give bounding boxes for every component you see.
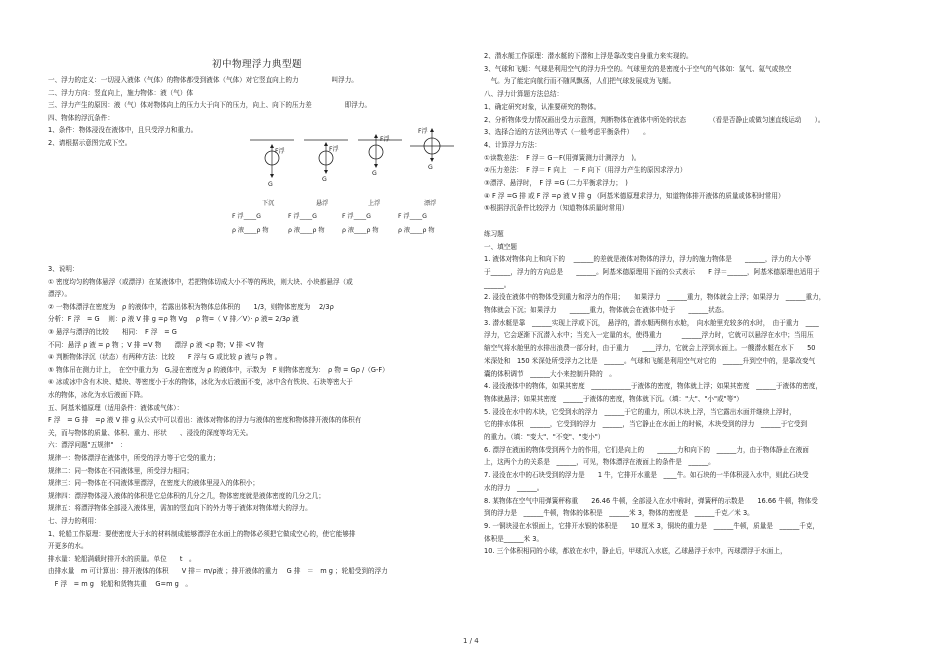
page-title: 初中物理浮力典型题 [212,59,303,70]
right-text-line: 3. 潜水艇是靠 ______实现上浮或下沉， 悬浮的，潜水艇两侧有水舱， 向水舱里充较多的水时， 由于重力 ____ [484,318,819,327]
left-text-line: 二、浮力方向：竖直向上，施力物体：液（气）体 [48,88,194,97]
right-text-line: 到的浮力是 ______牛顿，物体的体积是 ______米 3，物体的密度是 ______千克／米 3。 [484,509,754,518]
right-text-line: 3、选择合适的方法列出等式（一般考虑平衡条件） 。 [484,128,650,137]
left-text-line: 水的物体，冰化为水后液面下降。 [48,391,147,399]
float-force-down-label: G [428,164,433,171]
left-text-line: 由排水量 m 可计算出：排开液体的体积 V 排＝ m/ρ液 ；排开液体的重力 G 排 ＝ m g ；轮船受到的浮力 [48,567,388,576]
right-text-line: 6. 漂浮在液面的物体受到两个力的作用，它们是向上的 ______力和向下的 ______力，由于物体静止在液面 [484,445,809,454]
suspend-force-down-label: G [322,176,327,183]
rise-force-up-label: F浮 [380,136,390,143]
left-text-line: 1、轮船工作原理：要使密度大于水的材料制成能够漂浮在水面上的物体必须把它做成空心的，使它能够排 [48,529,356,538]
right-text-line: 一、填空题 [484,242,517,251]
right-text-line: 5. 浸没在水中的木块，它受到水的浮力 ______于它的重力，所以木块上浮，当它露出水面并继续上浮时， [484,407,796,416]
right-text-line: 8. 某物体在空气中用弹簧秤称重 26.46 牛顿，全部浸入在水中称时，弹簧秤的示数是 16.66 牛顿，物体受 [484,496,818,505]
right-text-line: 体积是______米 3。 [484,534,544,543]
force-compare-4: F 浮____G [398,213,427,220]
right-text-line: 气。为了能定向航行而不随风飘荡，人们把气球发展成为飞艇。 [484,77,676,86]
right-text-line: 囊的体积调节 ______大小来控制升降的 。 [484,369,616,378]
right-text-line: ______。 [484,280,511,289]
right-text-line: 八、浮力计算题方法总结： [484,90,564,99]
left-text-line: 规律一：物体漂浮在液体中，所受的浮力等于它受的重力； [48,454,220,462]
state-label-suspend: 悬浮 [316,200,329,207]
state-label-sink: 下沉 [262,200,275,207]
right-text-line: 4、计算浮力方法： [484,140,541,149]
state-label-float: 漂浮 [424,200,437,207]
left-text-line: 一、浮力的定义：一切浸入液体（气体）的物体都受到液体（气体）对它竖直向上的力 叫浮力。 [48,76,358,84]
right-text-line: 缩空气将水舱里的水排出浪费一部分时，由于重力 ____浮力，它就会上浮到水面上。一艘潜水艇在水下 50 [484,344,816,353]
left-text-line: 四、物体的浮沉条件： [48,113,114,122]
left-text-line: 2、请根据示意图完成下空。 [48,139,132,147]
float-force-up-label: F浮 [418,128,428,135]
rise-force-down-label: G [372,170,377,177]
state-label-rise: 上浮 [368,200,381,207]
right-text-line: 1. 液体对物体向上和向下的 ______的差就是液体对物体的浮力，浮力的施力物体是 ______，浮力的大小等 [484,255,811,264]
density-compare-2: ρ 液____ρ 物 [288,227,325,234]
right-text-line: 2、潜水艇工作原理：潜水艇的下潜和上浮是靠改变自身重力来实现的。 [484,52,693,60]
left-text-line: 七、浮力的利用： [48,517,101,525]
density-compare-4: ρ 液____ρ 物 [398,227,435,234]
force-compare-2: F 浮____G [288,213,317,220]
right-text-line: 10. 三个体积相同的小球，都放在水中，静止后，甲球沉入水底，乙球悬浮于水中，丙球漂浮于水面上， [484,547,787,556]
right-text-line: 练习题 [484,229,504,238]
left-text-line: ④ 判断物体浮沉（状态）有两种方法：比较 F 浮与 G 或比较 ρ 液与 ρ 物 。 [48,353,282,362]
left-text-line: 分析：F 浮 = G 则：ρ 液 V 排 g =ρ 物 Vg ρ 物=（ V 排／V）· ρ 液= 2/3ρ 液 [48,315,299,324]
left-text-line: 规律五：将漂浮物体全部浸入液体里，需加的竖直向下的外力等于液体对物体增大的浮力。 [48,504,312,513]
density-compare-1: ρ 液____ρ 物 [232,227,269,234]
right-text-line: 物体就会下沉；如果浮力 ______重力，物体就会在液体中处于 ______状态。 [484,306,728,314]
left-text-line: ③ 悬浮与漂浮的比较 相同： F 浮 = G [48,328,177,336]
left-text-line: 规律四：漂浮物体浸入液体的体积是它总体积的几分之几，物体密度就是液体密度的几分之几； [48,491,325,500]
right-text-line: 9. 一铜块浸在水银面上，它排开水银的体积是 10 厘米 3，铜块的重力是 ______牛顿，质量是 ______千克， [484,521,820,530]
right-text-line: ③漂浮、悬浮时， F 浮 =G (二力平衡求浮力； ) [484,179,628,187]
left-text-line: 3、说明： [48,265,79,273]
right-text-line: 的重力。（填："变大"、"不变"、"变小"） [484,433,605,441]
right-text-line: 米深处和 150 米深处所受浮力之比是 ______。气球和飞艇是利用空气对它的 ______升到空中的，是靠改变气 [484,356,816,365]
left-text-line: 关，而与物体的质量、体积、重力、形状 、浸没的深度等均无关。 [48,428,253,437]
right-text-line: 7. 浸没在水中的石块受到的浮力是 1 牛，它排开水重是 ____牛。如石块的一半体积浸入水中，则此石块受 [484,471,809,480]
right-text-line: ⑤根据浮沉条件比较浮力（知道物体质量时常用） [484,204,629,213]
left-text-line: ⑤ 物体吊在测力计上， 在空中重力为 G,浸在密度为 ρ 的液体中，示数为 F 则物体密度为： ρ 物 = Gρ /（G-F） [48,365,389,374]
sink-force-down-label: G [268,181,273,188]
right-text-line: 2. 浸没在液体中的物体受到重力和浮力的作用； 如果浮力 ______重力，物体就会上浮；如果浮力 ______重力， [484,293,826,302]
right-text-line: ②压力差法： F 浮＝ F 向上 － F 向下（用浮力产生的原因求浮力） [484,166,687,175]
float-figure [410,128,454,162]
right-text-line: 物体就悬浮；如果其密度 ______于液体的密度，物体就下沉。（填："大"、"小"或"等"） [484,394,743,403]
left-text-line: F 浮 = m g 轮船和货物共重 G=m g 。 [48,580,192,588]
right-text-line: 浮力，它会逐渐下沉潜入水中；当充入一定量的水，使得重力 ______浮力时，它就可以悬浮在水中；当用压 [484,331,814,340]
right-text-line: 4. 浸没液体中的物体，如果其密度 ____________于液体的密度，物体就上浮；如果其密度 ______于液体的密度， [484,382,823,391]
left-text-line: ① 密度均匀的物体悬浮（或漂浮）在某液体中，若把物体切成大小不等的两块，则大块、小块都悬浮（或 [48,277,353,286]
right-text-line: 于______，浮力的方向总是 ______。阿基米德原理用下面的公式表示 F 浮＝______，阿基米德原理也适用于 [484,267,820,276]
left-text-line: 三、浮力产生的原因：液（气）体对物体向上的压力大于向下的压力，向上、向下的压力差 即浮力。 [48,101,372,110]
force-compare-3: F 浮____G [342,213,371,220]
left-text-line: 排水量：轮船满载时排开水的质量。单位 t 。 [48,554,196,563]
right-text-line: 上，这两个力的关系是 ______，可见，物体漂浮在液面上的条件是 ______。 [484,458,715,467]
left-text-line: ⑥ 冰或冰中含有木块、蜡块、等密度小于水的物体，冰化为水后液面不变，冰中含有铁块、石块等密大于 [48,378,353,387]
left-text-line: 漂浮）。 [48,290,72,299]
density-compare-3: ρ 液____ρ 物 [342,227,379,234]
right-text-line: ④ F 浮 =G 排 或 F 浮 =ρ 液 V 排 g （阿基米德原理求浮力，知道物体排开液体的质量或体积时常用） [484,191,785,200]
right-text-line: 2、分析物体受力情况画出受力示意图，判断物体在液体中所处的状态 （看是否静止或做匀速直线运动 ）。 [484,115,825,124]
left-text-line: 不同：悬浮 ρ 液 = ρ 物 ；V 排 =V 物 漂浮 ρ 液 <ρ 物；V 排 <V 物 [48,340,264,349]
suspend-figure [304,140,348,174]
left-text-line: 规律二：同一物体在不同液体里，所受浮力相同； [48,466,194,475]
page-number: 1 / 4 [463,637,479,645]
right-text-line: 1、确定研究对象，认准要研究的物体。 [484,102,601,111]
left-text-line: 五、阿基米德原理（适用条件：液体或气体）： [48,403,184,412]
sink-force-up-label: F浮 [275,148,285,155]
sink-figure [250,140,294,178]
left-text-line: ② 一物体漂浮在密度为 ρ 的液体中，若露出体积为物体总体积的 1/3，则物体密度为 2/3ρ [48,302,334,311]
left-text-line: 1、条件：物体浸没在液体中，且只受浮力和重力。 [48,126,198,135]
left-text-line: F 浮 = G 排 =ρ 液 V 排 g 从公式中可以看出：液体对物体的浮力与液体的密度和物体排开液体的体积有 [48,416,362,425]
force-compare-1: F 浮____G [232,213,261,220]
left-text-line: 六：漂浮问题"五规律" ： [48,441,127,450]
right-text-line: 它的排水体积 ______，它受到的浮力 ______，当它静止在水面上的时候，木块受到的浮力 ______于它受到 [484,420,808,429]
right-text-line: 3、气球和飞艇：气球是利用空气的浮力升空的。气球里充的是密度小于空气的气体如：氢气、氦气或热空 [484,64,792,73]
left-text-line: 规律三：同一物体在不同液体里漂浮，在密度大的液体里浸入的体积小； [48,479,259,488]
right-text-line: ①读数差法： F 浮＝ G－F(用弹簧测力计测浮力 )。 [484,153,641,162]
right-text-line: 水的浮力 ______。 [484,483,544,492]
suspend-force-up-label: F浮 [329,146,339,153]
left-text-line: 开更多的水。 [48,542,88,551]
